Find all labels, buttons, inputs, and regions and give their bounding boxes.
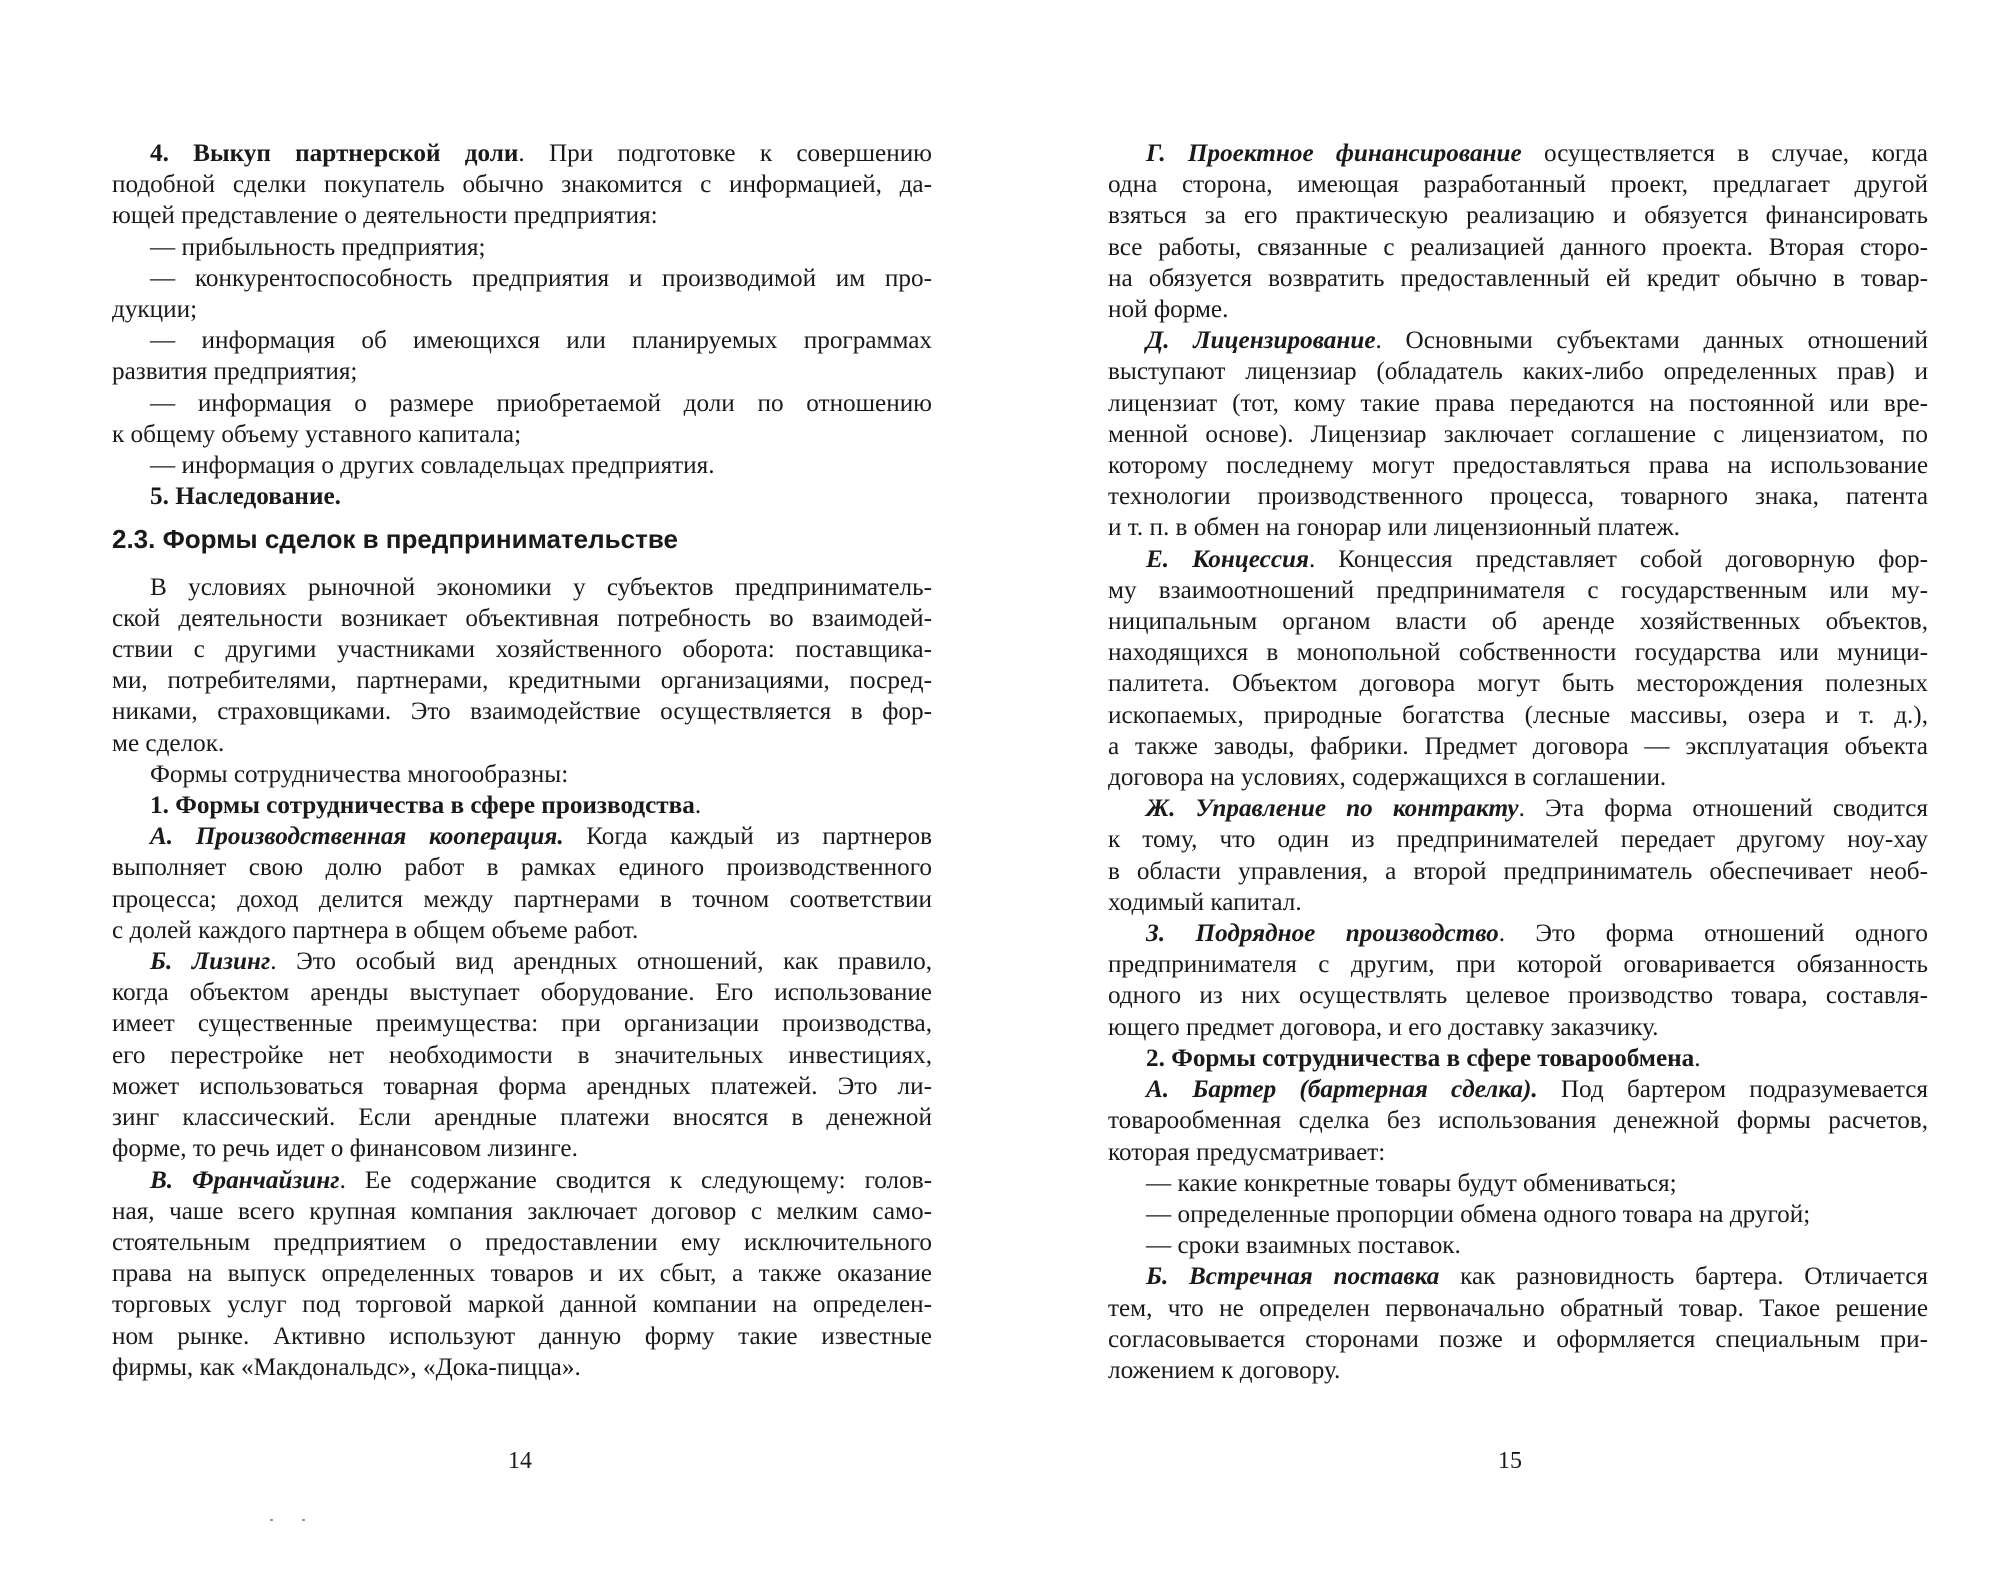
- text-line: [112, 1133, 932, 1164]
- text-run: . Концессия представляет собой договорную фор-: [1309, 545, 1928, 573]
- text-line: [1108, 856, 1928, 887]
- text-run: палитета. Объектом договора могут быть месторождения полезных: [1108, 670, 1928, 698]
- text-run: подобной сделки покупатель обычно знакомится с информацией, да-: [112, 171, 932, 199]
- text-line: [112, 356, 932, 387]
- text-line: [112, 263, 932, 294]
- text-run: ме сделок.: [112, 729, 225, 757]
- text-line: [1108, 232, 1928, 263]
- text-run: ном рынке. Активно используют данную форму такие известные: [112, 1322, 932, 1350]
- text-run: ской деятельности возникает объективная потребность во взаимодей-: [112, 604, 932, 632]
- right-page: [1108, 138, 1928, 1386]
- text-run: находящихся в монопольной собственности государства или муници-: [1108, 639, 1928, 667]
- text-line: [1108, 949, 1928, 980]
- text-line: [112, 169, 932, 200]
- emphasis-run: В. Франчайзинг: [150, 1166, 340, 1194]
- text-line: [1108, 388, 1928, 419]
- text-line: [1108, 637, 1928, 668]
- text-run: его перестройке нет необходимости в значительных инвестициях,: [112, 1041, 932, 1069]
- text-run: ниципальным органом власти об аренде хозяйственных объектов,: [1108, 608, 1928, 636]
- text-line: [112, 915, 932, 946]
- text-line: [1108, 700, 1928, 731]
- emphasis-run: 4. Выкуп партнерской доли: [150, 140, 519, 167]
- text-line: [1108, 918, 1928, 949]
- text-run: ющего предмет договора, и его доставку заказчику.: [1108, 1013, 1659, 1041]
- text-run: которому последнему могут предоставляться права на использование: [1108, 452, 1928, 480]
- emphasis-run: 5. Наследование.: [150, 483, 341, 511]
- text-run: — прибыльность предприятия;: [150, 233, 486, 261]
- text-run: Когда каждый из партнеров: [563, 823, 932, 851]
- text-line: [112, 572, 932, 603]
- text-run: ная, чаше всего крупная компания заключает договор с мелким само-: [112, 1197, 932, 1225]
- text-run: как разновидность бартера. Отличается: [1439, 1263, 1928, 1291]
- text-run: к общему объему уставного капитала;: [112, 420, 522, 448]
- text-run: лицензиат (тот, кому такие права передаются на постоянной или вре-: [1108, 389, 1928, 417]
- text-run: в области управления, а второй предприниматель обеспечивает необ-: [1108, 857, 1928, 885]
- text-run: может использоваться товарная форма арендных платежей. Это ли-: [112, 1072, 932, 1100]
- text-run: ложением к договору.: [1108, 1356, 1341, 1384]
- text-line: [112, 665, 932, 696]
- text-run: и т. п. в обмен на гонорар или лицензионный платеж.: [1108, 514, 1680, 542]
- text-line: [1108, 793, 1928, 824]
- text-run: ной форме.: [1108, 296, 1229, 324]
- text-run: менной основе). Лицензиар заключает соглашение с лицензиатом, по: [1108, 420, 1928, 448]
- emphasis-run: А. Бартер (бартерная сделка).: [1146, 1076, 1538, 1104]
- text-run: ходимый капитал.: [1108, 888, 1302, 916]
- text-run: . Ее содержание сводится к следующему: голов-: [339, 1166, 932, 1194]
- text-run: . Это особый вид арендных отношений, как правило,: [270, 948, 933, 976]
- text-run: 2.3. Формы сделок в предпринимательстве: [112, 524, 678, 555]
- text-line: [112, 1258, 932, 1289]
- text-line: [112, 138, 932, 169]
- text-line: [112, 946, 932, 977]
- text-line: [112, 821, 932, 852]
- text-line: [112, 1040, 932, 1071]
- text-line: [112, 790, 932, 821]
- text-run: . Основными субъектами данных отношений: [1375, 327, 1928, 355]
- text-run: .: [694, 792, 702, 820]
- text-run: выполняет свою долю работ в рамках единого производственного: [112, 854, 932, 882]
- text-run: технологии производственного процесса, товарного знака, патента: [1108, 483, 1928, 511]
- emphasis-run: Б. Встречная поставка: [1146, 1263, 1440, 1291]
- text-line: [1108, 887, 1928, 918]
- text-run: ми, потребителями, партнерами, кредитными организациями, посред-: [112, 667, 932, 695]
- text-run: Под бартером подразумевается: [1537, 1076, 1928, 1104]
- text-line: [1108, 356, 1928, 387]
- text-run: права на выпуск определенных товаров и их сбыт, а также оказание: [112, 1260, 932, 1288]
- text-line: [1108, 731, 1928, 762]
- text-run: зинг классический. Если арендные платежи вносятся в денежной: [112, 1104, 932, 1132]
- text-line: [1108, 980, 1928, 1011]
- text-line: [1108, 1074, 1928, 1105]
- text-line: [1108, 1043, 1928, 1074]
- text-run: торговых услуг под торговой маркой данной компании на определен-: [112, 1291, 932, 1319]
- text-run: развития предприятия;: [112, 358, 358, 386]
- text-run: а также заводы, фабрики. Предмет договора — эксплуатация объекта: [1108, 732, 1928, 760]
- text-line: [1108, 1230, 1928, 1261]
- text-run: В условиях рыночной экономики у субъектов предприниматель-: [150, 573, 932, 601]
- text-run: .: [1694, 1044, 1701, 1072]
- text-run: фирмы, как «Макдональдс», «Дока-пицца».: [112, 1353, 581, 1381]
- text-line: [1108, 1105, 1928, 1136]
- text-run: Формы сотрудничества многообразны:: [150, 760, 569, 788]
- text-run: процесса; доход делится между партнерами в точном соответствии: [112, 885, 932, 913]
- text-run: — определенные пропорции обмена одного товара на другой;: [1146, 1200, 1811, 1228]
- text-run: — информация о других совладельцах предприятия.: [150, 452, 715, 480]
- text-line: [1108, 1137, 1928, 1168]
- text-run: . При подготовке к совершению: [518, 140, 933, 167]
- text-run: на обязуется возвратить предоставленный ей кредит обычно в товар-: [1108, 264, 1928, 292]
- left-page: [112, 138, 932, 1383]
- text-line: [1108, 1293, 1928, 1324]
- text-line: [1108, 481, 1928, 512]
- scan-speck: [270, 1519, 273, 1521]
- right-page-number: 15: [1498, 1448, 1522, 1474]
- text-run: — какие конкретные товары будут обмениваться;: [1146, 1169, 1677, 1197]
- text-run: когда объектом аренды выступает оборудование. Его использование: [112, 979, 932, 1007]
- emphasis-run: А. Производственная кооперация.: [150, 823, 564, 851]
- text-run: выступают лицензиар (обладатель каких-либо определенных прав) и: [1108, 358, 1928, 386]
- emphasis-run: 1. Формы сотрудничества в сфере производства: [150, 792, 695, 820]
- text-line: [112, 1196, 932, 1227]
- text-run: ющей представление о деятельности предприятия:: [112, 202, 658, 230]
- text-line: [112, 419, 932, 450]
- text-line: [112, 232, 932, 263]
- text-run: стоятельным предприятием о предоставлении ему исключительного: [112, 1228, 932, 1256]
- text-line: [112, 388, 932, 419]
- text-run: . Эта форма отношений сводится: [1518, 795, 1928, 823]
- text-line: [112, 1289, 932, 1320]
- text-line: [112, 852, 932, 883]
- text-run: с долей каждого партнера в общем объеме работ.: [112, 916, 639, 944]
- text-run: имеет существенные преимущества: при организации производства,: [112, 1010, 932, 1038]
- text-line: [112, 481, 932, 512]
- text-line: [112, 1352, 932, 1383]
- emphasis-run: Б. Лизинг: [150, 948, 271, 976]
- text-run: одна сторона, имеющая разработанный проект, предлагает другой: [1108, 171, 1928, 199]
- text-line: [1108, 668, 1928, 699]
- scan-speck: [302, 1519, 305, 1521]
- text-line: [112, 603, 932, 634]
- emphasis-run: Д. Лицензирование: [1146, 327, 1376, 355]
- text-line: [112, 977, 932, 1008]
- left-page-number: 14: [508, 1448, 532, 1474]
- text-line: [1108, 169, 1928, 200]
- text-line: [1108, 200, 1928, 231]
- text-run: . Это форма отношений одного: [1498, 920, 1928, 948]
- text-run: тем, что не определен первоначально обратный товар. Такое решение: [1108, 1294, 1928, 1322]
- text-line: [1108, 294, 1928, 325]
- text-line: [112, 1227, 932, 1258]
- text-run: к тому, что один из предпринимателей передает другому ноу-хау: [1108, 826, 1928, 854]
- text-line: [112, 1102, 932, 1133]
- text-run: — сроки взаимных поставок.: [1146, 1232, 1461, 1260]
- text-line: [112, 200, 932, 231]
- text-run: ствии с другими участниками хозяйственного оборота: поставщика-: [112, 636, 932, 664]
- text-line: [1108, 1012, 1928, 1043]
- text-line: [1108, 544, 1928, 575]
- text-line: [112, 294, 932, 325]
- text-line: [1108, 1261, 1928, 1292]
- text-run: ископаемых, природные богатства (лесные массивы, озера и т. д.),: [1108, 701, 1928, 729]
- text-line: [1108, 325, 1928, 356]
- text-line: [1108, 263, 1928, 294]
- emphasis-run: Е. Концессия: [1146, 545, 1309, 573]
- text-run: которая предусматривает:: [1108, 1138, 1386, 1166]
- text-line: [1108, 824, 1928, 855]
- text-line: [112, 634, 932, 665]
- emphasis-run: З. Подрядное производство: [1146, 920, 1499, 948]
- emphasis-run: Ж. Управление по контракту: [1146, 795, 1519, 823]
- text-line: [112, 1008, 932, 1039]
- text-line: [112, 1165, 932, 1196]
- text-run: все работы, связанные с реализацией данного проекта. Вторая сторо-: [1108, 233, 1928, 261]
- text-run: взяться за его практическую реализацию и обязуется финансировать: [1108, 202, 1928, 230]
- text-run: форме, то речь идет о финансовом лизинге.: [112, 1135, 578, 1163]
- text-run: никами, страховщиками. Это взаимодействие осуществляется в фор-: [112, 698, 932, 726]
- text-line: [1108, 512, 1928, 543]
- text-run: му взаимоотношений предпринимателя с государственным или му-: [1108, 576, 1928, 604]
- text-line: [112, 759, 932, 790]
- text-line: [112, 696, 932, 727]
- text-run: — информация об имеющихся или планируемых программах: [150, 327, 932, 355]
- text-line: [1108, 762, 1928, 793]
- text-line: [112, 884, 932, 915]
- text-run: осуществляется в случае, когда: [1521, 140, 1928, 167]
- text-line: [112, 1321, 932, 1352]
- section-heading: [112, 524, 932, 555]
- text-run: предпринимателя с другим, при которой оговаривается обязанность: [1108, 951, 1928, 979]
- text-line: [1108, 575, 1928, 606]
- text-line: [1108, 1199, 1928, 1230]
- text-run: договора на условиях, содержащихся в соглашении.: [1108, 764, 1667, 792]
- emphasis-run: 2. Формы сотрудничества в сфере товарообмена: [1146, 1044, 1695, 1072]
- text-line: [1108, 1168, 1928, 1199]
- text-run: согласовывается сторонами позже и оформляется специальным при-: [1108, 1325, 1928, 1353]
- text-line: [1108, 1324, 1928, 1355]
- text-line: [112, 728, 932, 759]
- emphasis-run: Г. Проектное финансирование: [1146, 140, 1522, 167]
- text-run: товарообменная сделка без использования денежной формы расчетов,: [1108, 1107, 1928, 1135]
- text-line: [1108, 606, 1928, 637]
- text-run: одного из них осуществлять целевое производство товара, составля-: [1108, 982, 1928, 1010]
- text-line: [112, 450, 932, 481]
- text-run: дукции;: [112, 296, 198, 324]
- text-line: [1108, 138, 1928, 169]
- text-line: [1108, 450, 1928, 481]
- text-run: — конкурентоспособность предприятия и производимой им про-: [150, 264, 932, 292]
- text-run: — информация о размере приобретаемой доли по отношению: [150, 389, 932, 417]
- text-line: [1108, 1355, 1928, 1386]
- text-line: [112, 1071, 932, 1102]
- text-line: [1108, 419, 1928, 450]
- text-line: [112, 325, 932, 356]
